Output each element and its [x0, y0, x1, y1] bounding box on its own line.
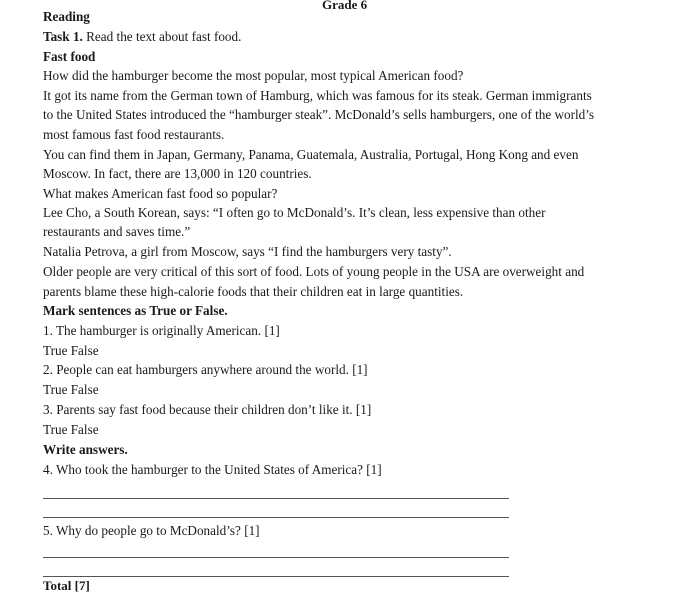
answer-line-5b[interactable]: [43, 576, 509, 577]
answer-line-4a[interactable]: [43, 498, 509, 499]
article-line: What makes American fast food so popular?: [43, 186, 278, 201]
tf-options-3[interactable]: True False: [43, 422, 99, 437]
article-line: How did the hamburger become the most popular, most typical American food?: [43, 68, 464, 83]
write-answers-heading: Write answers.: [43, 442, 128, 457]
article-line: Lee Cho, a South Korean, says: “I often go to McDonald’s. It’s clean, less expensive than other: [43, 205, 546, 220]
task-label: Task 1.: [43, 29, 83, 44]
total-label-cut: Total [7]: [43, 578, 90, 593]
question-4: 4. Who took the hamburger to the United States of America? [1]: [43, 462, 382, 477]
task-text: Read the text about fast food.: [86, 29, 242, 44]
answer-line-5a[interactable]: [43, 557, 509, 558]
article-line: to the United States introduced the “hamburger steak”. McDonald’s sells hamburgers, one of the world’s: [43, 107, 595, 122]
article-line: parents blame these high-calorie foods that their children eat in large quantities.: [43, 284, 464, 299]
question-5: 5. Why do people go to McDonald’s? [1]: [43, 523, 260, 538]
tf-options-2[interactable]: True False: [43, 382, 99, 397]
article-line: restaurants and saves time.”: [43, 224, 191, 239]
tf-options-1[interactable]: True False: [43, 343, 99, 358]
answer-line-4b[interactable]: [43, 517, 509, 518]
tf-question-3: 3. Parents say fast food because their children don’t like it. [1]: [43, 402, 372, 417]
article-line: most famous fast food restaurants.: [43, 127, 225, 142]
article-line: Natalia Petrova, a girl from Moscow, says “I find the hamburgers very tasty”.: [43, 244, 452, 259]
article-line: Older people are very critical of this sort of food. Lots of young people in the USA are overweight and: [43, 264, 585, 279]
article-line: You can find them in Japan, Germany, Panama, Guatemala, Australia, Portugal, Hong Kong and even: [43, 147, 579, 162]
grade-header-cut: Grade 6: [322, 0, 368, 12]
tf-question-2: 2. People can eat hamburgers anywhere around the world. [1]: [43, 362, 368, 377]
tf-question-1: 1. The hamburger is originally American. [1]: [43, 323, 280, 338]
true-false-heading: Mark sentences as True or False.: [43, 303, 228, 318]
article-line: It got its name from the German town of Hamburg, which was famous for its steak. German immigrants: [43, 88, 592, 103]
section-title: Reading: [43, 9, 90, 24]
task-instruction: [43, 29, 241, 44]
article-title: Fast food: [43, 49, 96, 64]
article-line: Moscow. In fact, there are 13,000 in 120 countries.: [43, 166, 312, 181]
